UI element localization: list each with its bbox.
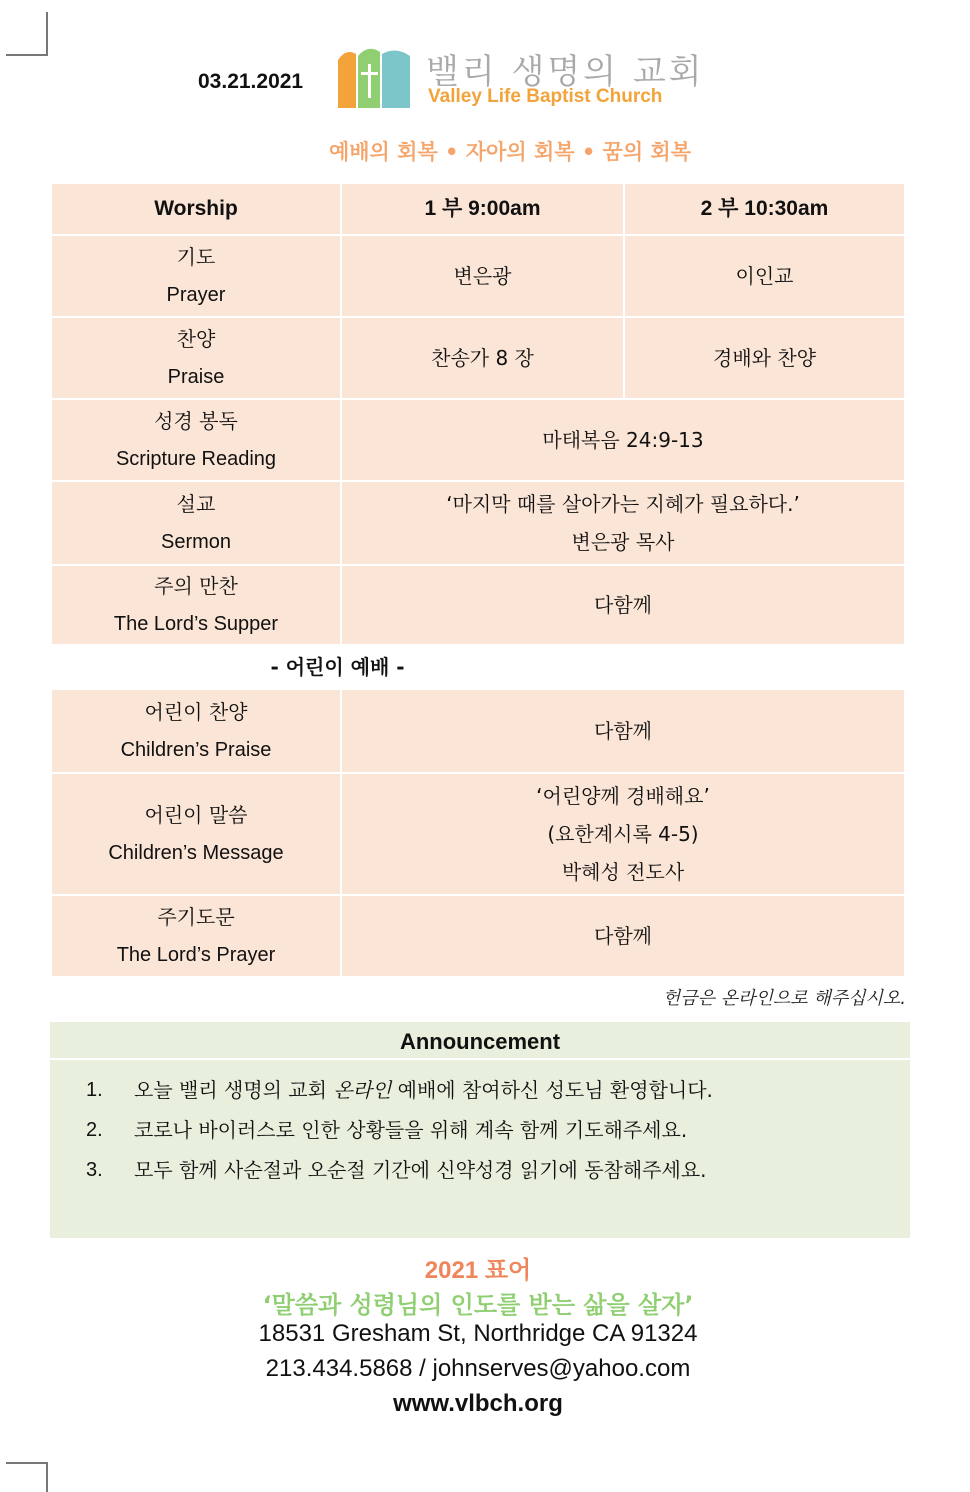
announcement-title: Announcement <box>50 1022 910 1060</box>
table-row <box>51 689 905 773</box>
church-logo-icon <box>336 46 412 108</box>
supper-label <box>51 565 341 645</box>
sermon-value <box>341 481 905 565</box>
table-row <box>51 565 905 645</box>
worship-header: Worship <box>51 183 341 235</box>
scripture-label-ko: 성경 봉독 <box>154 409 238 433</box>
item-number: 3. <box>86 1159 103 1181</box>
children-praise-value: 다함께 <box>341 689 905 773</box>
praise-label-en: Praise <box>167 366 225 388</box>
sermon-preacher: 변은광 목사 <box>571 530 675 554</box>
item-text-emphasis: 온라인 <box>333 1078 392 1102</box>
list-item <box>50 1110 910 1150</box>
announcement-list <box>50 1060 910 1190</box>
table-row <box>51 235 905 317</box>
scripture-label <box>51 399 341 481</box>
item-number: 2. <box>86 1119 103 1141</box>
item-number: 1. <box>86 1079 103 1101</box>
children-section-title: - 어린이 예배 - <box>51 645 624 689</box>
list-item <box>50 1070 910 1110</box>
children-message-label <box>51 773 341 895</box>
children-praise-label-ko: 어린이 찬양 <box>144 700 248 724</box>
table-header-row <box>51 183 905 235</box>
praise-label-ko: 찬양 <box>176 327 216 351</box>
children-message-label-ko: 어린이 말씀 <box>144 803 248 827</box>
lords-prayer-value: 다함께 <box>341 895 905 977</box>
sermon-label-en: Sermon <box>160 531 232 553</box>
church-website: www.vlbch.org <box>393 1390 563 1417</box>
second-service-header: 2 부 10:30am <box>624 183 905 235</box>
first-service-header: 1 부 9:00am <box>341 183 624 235</box>
crop-mark <box>6 54 48 56</box>
prayer-second-service: 이인교 <box>624 235 905 317</box>
children-message-label-en: Children’s Message <box>108 842 284 864</box>
year-theme-title: 2021 표어 <box>424 1257 532 1284</box>
table-row <box>51 481 905 565</box>
supper-value: 다함께 <box>341 565 905 645</box>
announcement-box <box>50 1022 910 1238</box>
children-message-title: ‘어린양께 경배해요’ <box>536 784 710 808</box>
children-praise-label-en: Children’s Praise <box>120 739 272 761</box>
item-text <box>134 1070 713 1110</box>
prayer-first-service: 변은광 <box>341 235 624 317</box>
table-row <box>51 317 905 399</box>
scripture-value: 마태복음 24:9-13 <box>341 399 905 481</box>
praise-second-service: 경배와 찬양 <box>624 317 905 399</box>
supper-label-en: The Lord’s Supper <box>113 613 279 635</box>
item-text: 모두 함께 사순절과 오순절 기간에 신약성경 읽기에 동참해주세요. <box>134 1158 707 1182</box>
item-text-part: 오늘 밸리 생명의 교회 <box>134 1078 334 1102</box>
sermon-title: ‘마지막 때를 살아가는 지혜가 필요하다.’ <box>446 492 800 516</box>
praise-label <box>51 317 341 399</box>
children-praise-label <box>51 689 341 773</box>
table-row <box>51 773 905 895</box>
empty-cell <box>624 645 905 689</box>
children-message-speaker: 박혜성 전도사 <box>561 860 685 884</box>
prayer-label-ko: 기도 <box>176 245 216 269</box>
church-address: 18531 Gresham St, Northridge CA 91324 <box>258 1320 698 1347</box>
crop-mark <box>6 1462 48 1464</box>
table-row <box>51 895 905 977</box>
bulletin-date: 03.21.2021 <box>198 70 304 93</box>
crop-mark <box>46 12 48 56</box>
lords-prayer-label <box>51 895 341 977</box>
praise-first-service: 찬송가 8 장 <box>341 317 624 399</box>
worship-order-table <box>50 182 906 978</box>
church-name-korean: 밸리 생명의 교회 <box>426 52 705 92</box>
item-text: 코로나 바이러스로 인한 상황들을 위해 계속 함께 기도해주세요. <box>134 1118 688 1142</box>
prayer-label-en: Prayer <box>166 284 226 306</box>
children-message-value <box>341 773 905 895</box>
list-item <box>50 1150 910 1190</box>
church-contact: 213.434.5868 / johnserves@yahoo.com <box>265 1355 691 1382</box>
children-section-row <box>51 645 905 689</box>
lords-prayer-label-en: The Lord’s Prayer <box>116 944 276 966</box>
children-message-passage: (요한계시록 4-5) <box>547 822 699 846</box>
supper-label-ko: 주의 만찬 <box>154 574 238 598</box>
year-theme-verse: ‘말씀과 성령님의 인도를 받는 삶을 살자’ <box>262 1291 694 1319</box>
item-text-part: 예배에 참여하신 성도님 환영합니다. <box>391 1078 713 1102</box>
lords-prayer-label-ko: 주기도문 <box>157 905 235 929</box>
table-row <box>51 399 905 481</box>
scripture-label-en: Scripture Reading <box>115 448 277 470</box>
sermon-label-ko: 설교 <box>176 492 216 516</box>
church-motto: 예배의 회복 • 자아의 회복 • 꿈의 회복 <box>328 140 692 164</box>
crop-mark <box>46 1462 48 1492</box>
sermon-label <box>51 481 341 565</box>
church-name-english: Valley Life Baptist Church <box>428 86 663 107</box>
offering-note: 헌금은 온라인으로 해주십시오. <box>662 988 906 1009</box>
prayer-label <box>51 235 341 317</box>
